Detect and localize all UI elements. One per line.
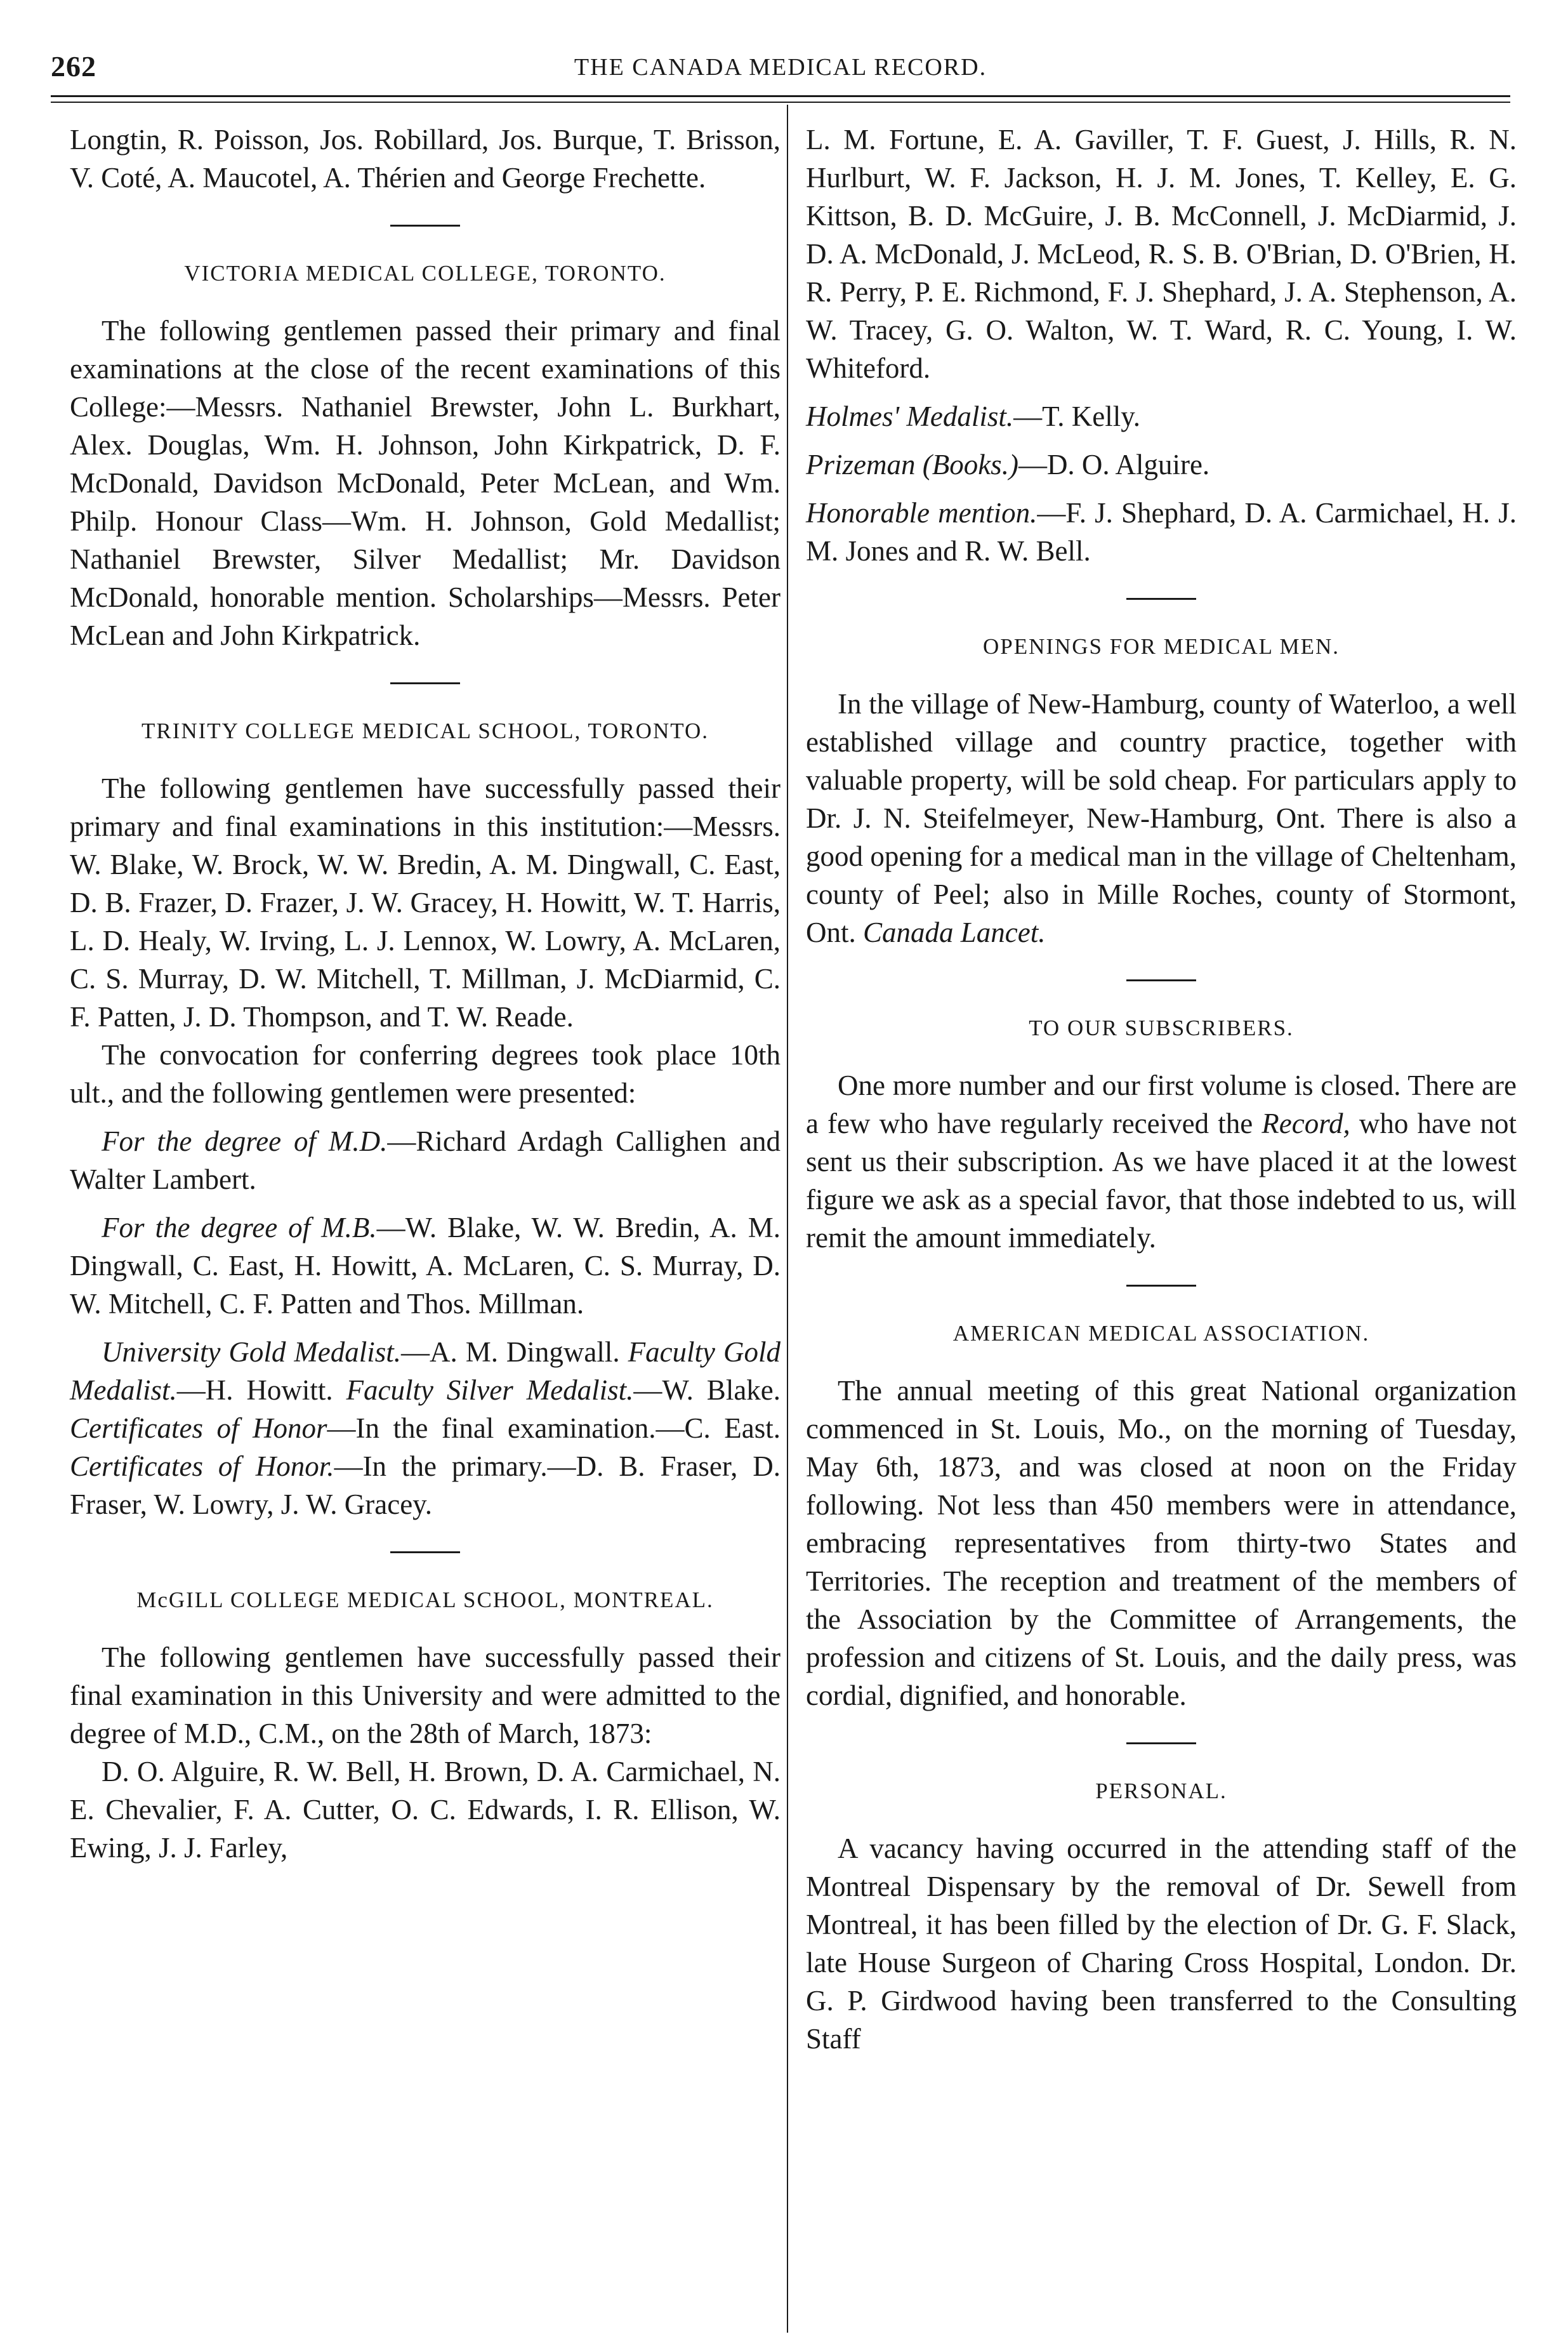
section-heading-trinity: TRINITY COLLEGE MEDICAL SCHOOL, TORONTO.	[141, 719, 709, 743]
mcgill-names-continued: L. M. Fortune, E. A. Gaviller, T. F. Guest, J. Hills, R. N. Hurlburt, W. F. Jackson, H. J. M. Jones, T. Kelley, E. G. Kittson, B. D. McGuire, J. B. McConnell, J. McDiarmid, J. D. A. McDonald, J. McLeod, R. S. B. O'Brian, D. O'Brien, H. R. Perry, P. E. Richmond, F. J. Shephard, J. A. Stephenson, A. W. Tracey, G. O. Walton, W. T. Ward, R. C. Young, I. W. Whiteford.	[806, 124, 1517, 384]
md-degree-paragraph	[70, 1122, 781, 1198]
section-heading-personal: PERSONAL.	[1095, 1779, 1227, 1803]
holmes-medalist-paragraph	[806, 397, 1517, 435]
right-column	[806, 121, 1517, 2058]
page-number: 262	[51, 50, 96, 83]
faculty-gold-name: —H. Howitt.	[176, 1374, 333, 1406]
holmes-label: Holmes' Medalist.	[806, 401, 1014, 432]
subscribers-text-a: One more number and our first volume is closed. There are a few who have regularly received the	[806, 1070, 1517, 1139]
section-divider	[390, 682, 460, 684]
subscribers-text-b: who have not sent us their subscription. As we have placed it at the lowest figure we ask as a special favor, that those indebted to us, will remit the amount immediately.	[806, 1108, 1517, 1254]
victoria-paragraph: The following gentlemen passed their primary and final examinations at the close of the recent examinations of this College:—Messrs. Nathaniel Brewster, John L. Burkhart, Alex. Douglas, Wm. H. Johnson, John Kirkpatrick, D. F. McDonald, Davidson McDonald, Peter McLean, and Wm. Philp. Honour Class—Wm. H. Johnson, Gold Medallist; Nathaniel Brewster, Silver Medallist; Mr. Davidson McDonald, honorable mention. Scholarships—Messrs. Peter McLean and John Kirkpatrick.	[70, 315, 781, 651]
section-heading-mcgill: McGILL COLLEGE MEDICAL SCHOOL, MONTREAL.	[136, 1587, 714, 1612]
university-medal-name: —A. M. Dingwall.	[401, 1336, 620, 1368]
openings-paragraph	[806, 685, 1517, 951]
prizeman-paragraph	[806, 446, 1517, 484]
prizeman-label: Prizeman (Books.)	[806, 449, 1018, 480]
certificates-final-label: Certificates of Honor	[70, 1412, 327, 1444]
section-divider	[1126, 598, 1196, 600]
honorable-mention-paragraph	[806, 494, 1517, 570]
page-header	[51, 50, 1510, 100]
faculty-silver-label: Faculty Silver Medalist.	[346, 1374, 634, 1406]
running-title: THE CANADA MEDICAL RECORD.	[574, 54, 987, 81]
section-divider	[1126, 979, 1196, 981]
section-divider	[390, 1551, 460, 1553]
prizeman-name: —D. O. Alguire.	[1018, 449, 1210, 480]
section-heading-ama: AMERICAN MEDICAL ASSOCIATION.	[952, 1321, 1370, 1346]
mb-degree-paragraph	[70, 1209, 781, 1323]
column-divider	[787, 105, 788, 2333]
personal-paragraph: A vacancy having occurred in the attending staff of the Montreal Dispensary by the removal of Dr. Sewell from Montreal, it has been filled by the election of Dr. G. F. Slack, late House Surgeon of Charing Cross Hospital, London. Dr. G. P. Girdwood having been transferred to the Consulting Staff	[806, 1832, 1517, 2055]
md-degree-label: For the degree of M.D.	[102, 1125, 388, 1157]
honorable-mention-label: Honorable mention.	[806, 497, 1038, 529]
record-title: Record,	[1262, 1108, 1350, 1139]
mcgill-paragraph-2: D. O. Alguire, R. W. Bell, H. Brown, D. A. Carmichael, N. E. Chevalier, F. A. Cutter, O. C. Edwards, I. R. Ellison, W. Ewing, J. J. Farley,	[70, 1756, 781, 1864]
section-divider	[1126, 1285, 1196, 1287]
certificates-final-text: —In the final examination.—C. East.	[327, 1412, 781, 1444]
section-heading-subscribers: TO OUR SUBSCRIBERS.	[1029, 1016, 1294, 1040]
openings-text: In the village of New-Hamburg, county of Waterloo, a well established village and country practice, together with valuable property, will be sold cheap. For particulars apply to Dr. J. N. Steifelmeyer, New-Hamburg, Ont. There is also a good opening for a medical man in the village of Cheltenham, county of Peel; also in Mille Roches, county of Stormont, Ont.	[806, 688, 1517, 948]
section-divider	[390, 225, 460, 227]
left-column	[70, 121, 781, 1867]
university-medal-label: University Gold Medalist.	[102, 1336, 402, 1368]
header-rule-thin	[51, 102, 1510, 103]
mb-degree-names: —W. Blake, W. W. Bredin, A. M. Dingwall, C. East, H. Howitt, A. McLaren, C. S. Murray, D. W. Mitchell, C. F. Patten and Thos. Millman.	[70, 1212, 781, 1320]
section-heading-victoria: VICTORIA MEDICAL COLLEGE, TORONTO.	[184, 261, 666, 286]
mb-degree-label: For the degree of M.B.	[102, 1212, 377, 1243]
header-rule	[51, 95, 1510, 97]
ama-paragraph: The annual meeting of this great National organization commenced in St. Louis, Mo., on the morning of Tuesday, May 6th, 1873, and was closed at noon on the Friday following. Not less than 450 members were in attendance, embracing representatives from thirty-two States and Territories. The reception and treatment of the members of the Association by the Committee of Arrangements, the profession and citizens of St. Louis, and the daily press, was cordial, dignified, and honorable.	[806, 1375, 1517, 1711]
list-continuation: Longtin, R. Poisson, Jos. Robillard, Jos. Burque, T. Brisson, V. Coté, A. Maucotel, A. Thérien and George Frechette.	[70, 124, 781, 194]
certificates-primary-label: Certificates of Honor.	[70, 1450, 334, 1482]
trinity-paragraph-1: The following gentlemen have successfully passed their primary and final examinations in this institution:—Messrs. W. Blake, W. Brock, W. W. Bredin, A. M. Dingwall, C. East, D. B. Frazer, D. Frazer, J. W. Gracey, H. Howitt, W. T. Harris, L. D. Healy, W. Irving, L. J. Lennox, W. Lowry, A. McLaren, C. S. Murray, D. W. Mitchell, T. Millman, J. McDiarmid, C. F. Patten, J. D. Thompson, and T. W. Reade.	[70, 772, 781, 1033]
mcgill-paragraph-1: The following gentlemen have successfully passed their final examination in this University and were admitted to the degree of M.D., C.M., on the 28th of March, 1873:	[70, 1641, 781, 1749]
faculty-gold-label: Faculty Gold Medalist.	[70, 1336, 781, 1406]
section-divider	[1126, 1742, 1196, 1744]
subscribers-paragraph	[806, 1066, 1517, 1257]
medals-paragraph	[70, 1333, 781, 1523]
md-degree-names: —Richard Ardagh Callighen and Walter Lambert.	[70, 1125, 781, 1195]
honorable-mention-names: —F. J. Shephard, D. A. Carmichael, H. J. M. Jones and R. W. Bell.	[806, 497, 1517, 567]
section-heading-openings: OPENINGS FOR MEDICAL MEN.	[982, 634, 1340, 659]
trinity-paragraph-2: The convocation for conferring degrees took place 10th ult., and the following gentlemen were presented:	[70, 1039, 781, 1109]
certificates-primary-text: —In the primary.—D. B. Fraser, D. Fraser, W. Lowry, J. W. Gracey.	[70, 1450, 781, 1520]
openings-source: Canada Lancet.	[863, 917, 1046, 948]
faculty-silver-name: —W. Blake.	[633, 1374, 781, 1406]
holmes-name: —T. Kelly.	[1013, 401, 1141, 432]
